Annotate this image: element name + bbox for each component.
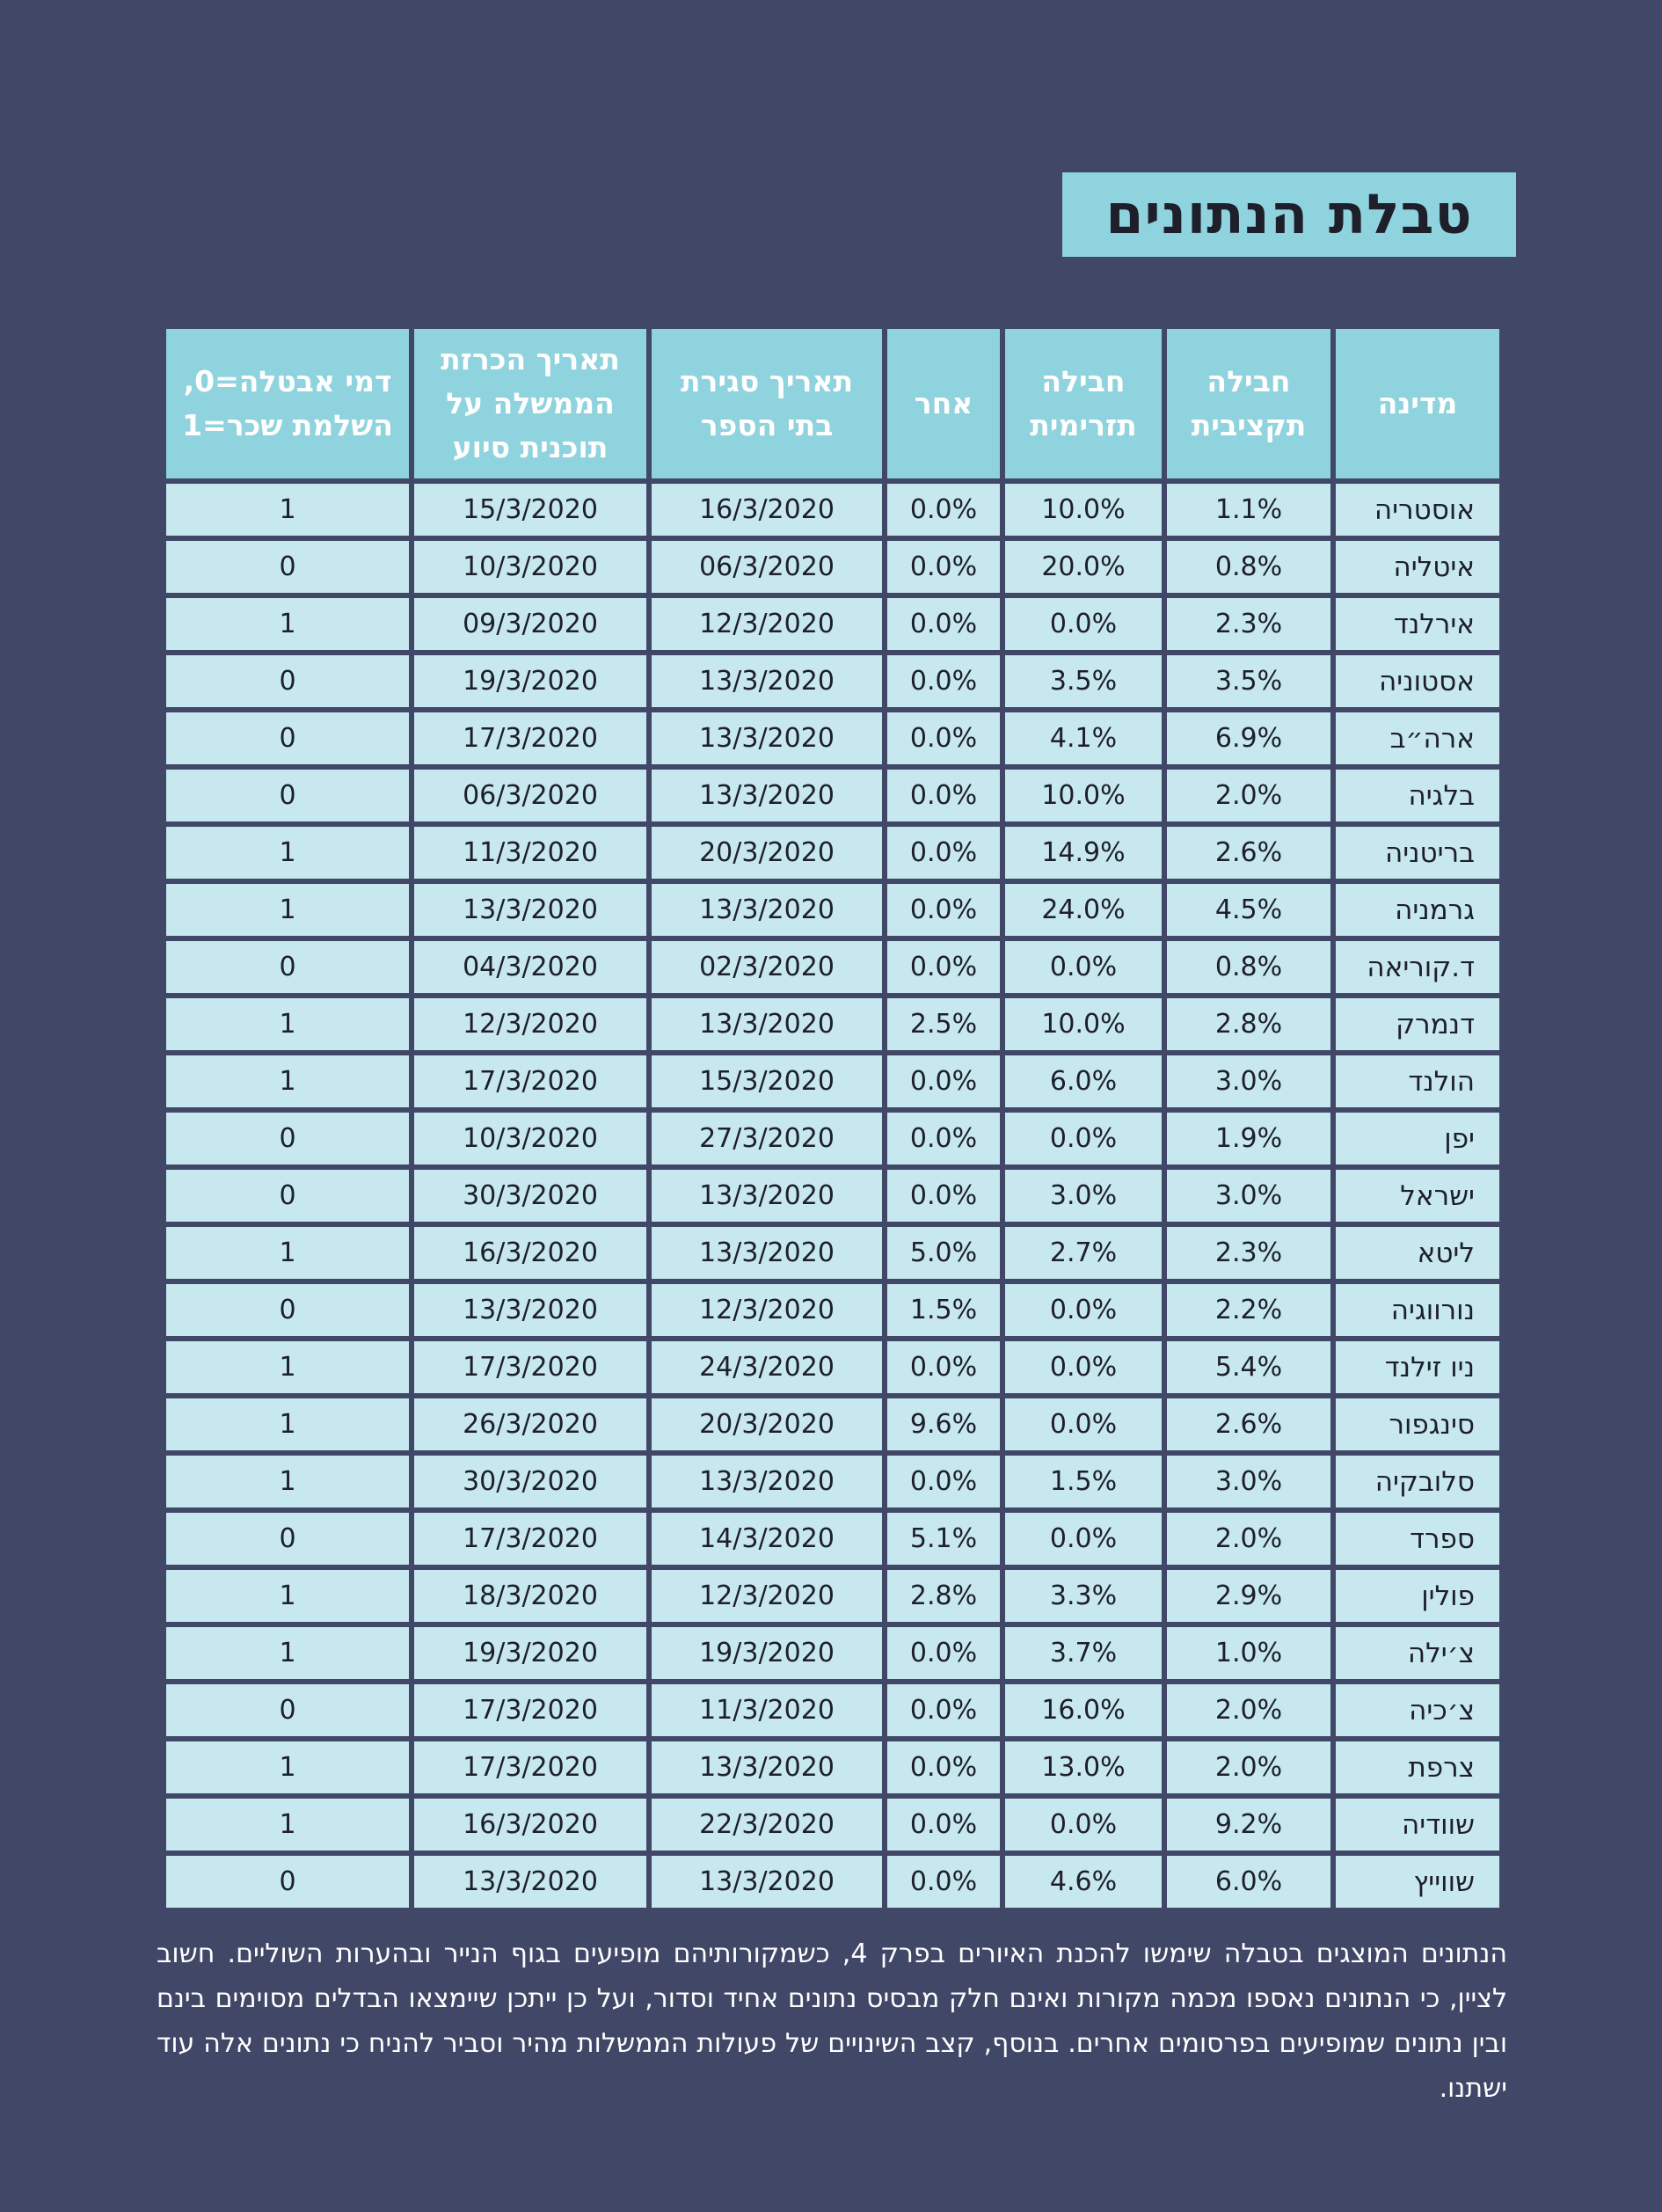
cell-country: הולנד xyxy=(1336,1055,1499,1107)
data-table xyxy=(161,324,1505,1913)
cell-budget-package: 2.2% xyxy=(1167,1284,1330,1336)
cell-unemployment-type: 1 xyxy=(166,598,409,650)
cell-aid-announcement-date: 13/3/2020 xyxy=(414,1856,646,1908)
cell-aid-announcement-date: 10/3/2020 xyxy=(414,1113,646,1164)
cell-budget-package: 6.9% xyxy=(1167,712,1330,764)
cell-unemployment-type: 0 xyxy=(166,941,409,993)
cell-aid-announcement-date: 10/3/2020 xyxy=(414,541,646,593)
cell-budget-package: 5.4% xyxy=(1167,1341,1330,1393)
cell-cashflow-package: 1.5% xyxy=(1005,1456,1162,1508)
cell-aid-announcement-date: 30/3/2020 xyxy=(414,1170,646,1222)
table-row xyxy=(166,1741,1499,1793)
cell-school-closure-date: 13/3/2020 xyxy=(652,655,882,707)
cell-budget-package: 3.5% xyxy=(1167,655,1330,707)
cell-aid-announcement-date: 06/3/2020 xyxy=(414,770,646,821)
cell-school-closure-date: 12/3/2020 xyxy=(652,1570,882,1622)
cell-aid-announcement-date: 18/3/2020 xyxy=(414,1570,646,1622)
cell-other: 0.0% xyxy=(887,1741,1000,1793)
cell-aid-announcement-date: 17/3/2020 xyxy=(414,1055,646,1107)
cell-budget-package: 2.9% xyxy=(1167,1570,1330,1622)
table-row xyxy=(166,1341,1499,1393)
cell-cashflow-package: 0.0% xyxy=(1005,1341,1162,1393)
cell-unemployment-type: 0 xyxy=(166,770,409,821)
cell-other: 0.0% xyxy=(887,1170,1000,1222)
cell-school-closure-date: 13/3/2020 xyxy=(652,884,882,936)
cell-country: שווייץ xyxy=(1336,1856,1499,1908)
cell-cashflow-package: 4.1% xyxy=(1005,712,1162,764)
cell-country: בלגיה xyxy=(1336,770,1499,821)
cell-budget-package: 0.8% xyxy=(1167,541,1330,593)
table-row xyxy=(166,1570,1499,1622)
cell-other: 5.1% xyxy=(887,1513,1000,1565)
cell-other: 0.0% xyxy=(887,655,1000,707)
cell-budget-package: 2.0% xyxy=(1167,1513,1330,1565)
cell-aid-announcement-date: 12/3/2020 xyxy=(414,998,646,1050)
cell-school-closure-date: 27/3/2020 xyxy=(652,1113,882,1164)
header-other: אחר xyxy=(887,329,1000,478)
cell-aid-announcement-date: 04/3/2020 xyxy=(414,941,646,993)
cell-aid-announcement-date: 13/3/2020 xyxy=(414,1284,646,1336)
cell-cashflow-package: 2.7% xyxy=(1005,1227,1162,1279)
cell-other: 0.0% xyxy=(887,598,1000,650)
cell-budget-package: 9.2% xyxy=(1167,1799,1330,1851)
cell-cashflow-package: 3.0% xyxy=(1005,1170,1162,1222)
cell-country: סלובקיה xyxy=(1336,1456,1499,1508)
cell-country: אירלנד xyxy=(1336,598,1499,650)
cell-unemployment-type: 1 xyxy=(166,1227,409,1279)
table-row xyxy=(166,712,1499,764)
cell-country: יפן xyxy=(1336,1113,1499,1164)
cell-other: 0.0% xyxy=(887,941,1000,993)
cell-cashflow-package: 0.0% xyxy=(1005,1799,1162,1851)
cell-other: 0.0% xyxy=(887,712,1000,764)
cell-cashflow-package: 10.0% xyxy=(1005,998,1162,1050)
cell-school-closure-date: 13/3/2020 xyxy=(652,1170,882,1222)
cell-aid-announcement-date: 13/3/2020 xyxy=(414,884,646,936)
cell-country: פולין xyxy=(1336,1570,1499,1622)
cell-cashflow-package: 3.3% xyxy=(1005,1570,1162,1622)
cell-unemployment-type: 0 xyxy=(166,541,409,593)
cell-country: ארה״ב xyxy=(1336,712,1499,764)
cell-cashflow-package: 20.0% xyxy=(1005,541,1162,593)
table-row xyxy=(166,598,1499,650)
cell-cashflow-package: 4.6% xyxy=(1005,1856,1162,1908)
cell-unemployment-type: 0 xyxy=(166,655,409,707)
cell-aid-announcement-date: 11/3/2020 xyxy=(414,827,646,879)
cell-school-closure-date: 13/3/2020 xyxy=(652,1227,882,1279)
cell-aid-announcement-date: 17/3/2020 xyxy=(414,1684,646,1736)
table-row xyxy=(166,1398,1499,1450)
cell-school-closure-date: 15/3/2020 xyxy=(652,1055,882,1107)
page-title: טבלת הנתונים xyxy=(1105,182,1473,246)
cell-cashflow-package: 10.0% xyxy=(1005,484,1162,536)
cell-budget-package: 1.1% xyxy=(1167,484,1330,536)
cell-other: 2.5% xyxy=(887,998,1000,1050)
cell-budget-package: 2.3% xyxy=(1167,1227,1330,1279)
cell-other: 0.0% xyxy=(887,1684,1000,1736)
cell-cashflow-package: 0.0% xyxy=(1005,941,1162,993)
cell-unemployment-type: 1 xyxy=(166,1341,409,1393)
cell-unemployment-type: 1 xyxy=(166,1627,409,1679)
cell-cashflow-package: 13.0% xyxy=(1005,1741,1162,1793)
cell-other: 0.0% xyxy=(887,770,1000,821)
cell-aid-announcement-date: 16/3/2020 xyxy=(414,1227,646,1279)
header-cashflow-package: חבילה תזרימית xyxy=(1005,329,1162,478)
cell-aid-announcement-date: 17/3/2020 xyxy=(414,1741,646,1793)
cell-aid-announcement-date: 17/3/2020 xyxy=(414,1513,646,1565)
cell-cashflow-package: 0.0% xyxy=(1005,1113,1162,1164)
cell-unemployment-type: 1 xyxy=(166,1055,409,1107)
cell-country: שוודיה xyxy=(1336,1799,1499,1851)
cell-country: נורווגיה xyxy=(1336,1284,1499,1336)
cell-other: 0.0% xyxy=(887,1627,1000,1679)
cell-school-closure-date: 13/3/2020 xyxy=(652,1456,882,1508)
cell-budget-package: 0.8% xyxy=(1167,941,1330,993)
cell-country: סינגפור xyxy=(1336,1398,1499,1450)
cell-country: ליטא xyxy=(1336,1227,1499,1279)
cell-unemployment-type: 0 xyxy=(166,1113,409,1164)
cell-unemployment-type: 1 xyxy=(166,1398,409,1450)
cell-budget-package: 2.3% xyxy=(1167,598,1330,650)
cell-unemployment-type: 0 xyxy=(166,1284,409,1336)
table-row xyxy=(166,1055,1499,1107)
cell-other: 0.0% xyxy=(887,484,1000,536)
cell-cashflow-package: 16.0% xyxy=(1005,1684,1162,1736)
table-row xyxy=(166,827,1499,879)
table-row xyxy=(166,655,1499,707)
cell-school-closure-date: 13/3/2020 xyxy=(652,1741,882,1793)
table-row xyxy=(166,484,1499,536)
cell-budget-package: 3.0% xyxy=(1167,1170,1330,1222)
cell-budget-package: 2.0% xyxy=(1167,770,1330,821)
cell-school-closure-date: 13/3/2020 xyxy=(652,998,882,1050)
cell-school-closure-date: 20/3/2020 xyxy=(652,1398,882,1450)
cell-unemployment-type: 1 xyxy=(166,1570,409,1622)
cell-unemployment-type: 0 xyxy=(166,1170,409,1222)
table-row xyxy=(166,1856,1499,1908)
cell-country: גרמניה xyxy=(1336,884,1499,936)
cell-cashflow-package: 0.0% xyxy=(1005,1398,1162,1450)
cell-country: ספרד xyxy=(1336,1513,1499,1565)
cell-unemployment-type: 1 xyxy=(166,1799,409,1851)
table-row xyxy=(166,1456,1499,1508)
cell-country: ניו זילנד xyxy=(1336,1341,1499,1393)
cell-country: בריטניה xyxy=(1336,827,1499,879)
cell-other: 0.0% xyxy=(887,1055,1000,1107)
cell-budget-package: 2.6% xyxy=(1167,1398,1330,1450)
cell-country: ישראל xyxy=(1336,1170,1499,1222)
cell-budget-package: 2.8% xyxy=(1167,998,1330,1050)
footnote-text: הנתונים המוצגים בטבלה שימשו להכנת האיורים בפרק 4, כשמקורותיהם מופיעים בגוף הנייר ובהערות השוליים. חשוב לציין, כי הנתונים נאספו מכמה מקורות ואינם חלק מבסיס נתונים אחיד וסדור, ועל כן ייתכן שיימצאו הבדלים מסוימים בינם ובין נתונים שמופיעים בפרסומים אחרים. בנוסף, קצב השינויים של פעולות הממשלות מהיר וסביר להניח כי נתונים אלה עוד ישתנו. xyxy=(157,1938,1507,2104)
cell-aid-announcement-date: 09/3/2020 xyxy=(414,598,646,650)
cell-budget-package: 3.0% xyxy=(1167,1055,1330,1107)
table-row xyxy=(166,998,1499,1050)
cell-country: צ׳ילה xyxy=(1336,1627,1499,1679)
table-body xyxy=(166,484,1499,1908)
cell-aid-announcement-date: 19/3/2020 xyxy=(414,655,646,707)
cell-school-closure-date: 13/3/2020 xyxy=(652,1856,882,1908)
cell-school-closure-date: 14/3/2020 xyxy=(652,1513,882,1565)
table-row xyxy=(166,1227,1499,1279)
cell-cashflow-package: 0.0% xyxy=(1005,598,1162,650)
cell-school-closure-date: 11/3/2020 xyxy=(652,1684,882,1736)
cell-cashflow-package: 10.0% xyxy=(1005,770,1162,821)
cell-budget-package: 2.0% xyxy=(1167,1684,1330,1736)
cell-unemployment-type: 0 xyxy=(166,1684,409,1736)
cell-school-closure-date: 02/3/2020 xyxy=(652,941,882,993)
cell-aid-announcement-date: 15/3/2020 xyxy=(414,484,646,536)
table-row xyxy=(166,541,1499,593)
cell-budget-package: 4.5% xyxy=(1167,884,1330,936)
header-school-closure-date: תאריך סגירת בתי הספר xyxy=(652,329,882,478)
cell-country: איטליה xyxy=(1336,541,1499,593)
cell-school-closure-date: 19/3/2020 xyxy=(652,1627,882,1679)
table-header-row xyxy=(166,329,1499,478)
cell-other: 9.6% xyxy=(887,1398,1000,1450)
cell-unemployment-type: 1 xyxy=(166,484,409,536)
cell-other: 5.0% xyxy=(887,1227,1000,1279)
cell-unemployment-type: 1 xyxy=(166,1741,409,1793)
cell-school-closure-date: 16/3/2020 xyxy=(652,484,882,536)
cell-country: אוסטריה xyxy=(1336,484,1499,536)
cell-other: 0.0% xyxy=(887,827,1000,879)
cell-school-closure-date: 13/3/2020 xyxy=(652,712,882,764)
cell-cashflow-package: 0.0% xyxy=(1005,1513,1162,1565)
cell-unemployment-type: 1 xyxy=(166,827,409,879)
cell-budget-package: 1.0% xyxy=(1167,1627,1330,1679)
cell-school-closure-date: 12/3/2020 xyxy=(652,1284,882,1336)
header-aid-announcement-date: תאריך הכרזת הממשלה על תוכנית סיוע xyxy=(414,329,646,478)
cell-school-closure-date: 20/3/2020 xyxy=(652,827,882,879)
table-row xyxy=(166,1284,1499,1336)
table-row xyxy=(166,1799,1499,1851)
cell-other: 0.0% xyxy=(887,884,1000,936)
cell-aid-announcement-date: 17/3/2020 xyxy=(414,1341,646,1393)
cell-other: 0.0% xyxy=(887,1456,1000,1508)
cell-aid-announcement-date: 16/3/2020 xyxy=(414,1799,646,1851)
cell-country: ד.קוריאה xyxy=(1336,941,1499,993)
cell-country: דנמרק xyxy=(1336,998,1499,1050)
table-row xyxy=(166,1170,1499,1222)
cell-cashflow-package: 14.9% xyxy=(1005,827,1162,879)
cell-other: 0.0% xyxy=(887,541,1000,593)
cell-country: צרפת xyxy=(1336,1741,1499,1793)
cell-school-closure-date: 13/3/2020 xyxy=(652,770,882,821)
header-country: מדינה xyxy=(1336,329,1499,478)
cell-aid-announcement-date: 30/3/2020 xyxy=(414,1456,646,1508)
table-row xyxy=(166,770,1499,821)
table-row xyxy=(166,941,1499,993)
cell-unemployment-type: 1 xyxy=(166,998,409,1050)
cell-school-closure-date: 06/3/2020 xyxy=(652,541,882,593)
cell-country: צ׳כיה xyxy=(1336,1684,1499,1736)
cell-other: 0.0% xyxy=(887,1799,1000,1851)
cell-cashflow-package: 0.0% xyxy=(1005,1284,1162,1336)
cell-other: 0.0% xyxy=(887,1856,1000,1908)
cell-unemployment-type: 0 xyxy=(166,1856,409,1908)
cell-budget-package: 1.9% xyxy=(1167,1113,1330,1164)
table-row xyxy=(166,1627,1499,1679)
cell-budget-package: 2.6% xyxy=(1167,827,1330,879)
cell-other: 1.5% xyxy=(887,1284,1000,1336)
table-row xyxy=(166,1513,1499,1565)
cell-cashflow-package: 3.5% xyxy=(1005,655,1162,707)
cell-school-closure-date: 24/3/2020 xyxy=(652,1341,882,1393)
cell-other: 0.0% xyxy=(887,1113,1000,1164)
header-unemployment-type: דמי אבטלה=0, השלמת שכר=1 xyxy=(166,329,409,478)
table-row xyxy=(166,1684,1499,1736)
cell-school-closure-date: 22/3/2020 xyxy=(652,1799,882,1851)
cell-budget-package: 2.0% xyxy=(1167,1741,1330,1793)
cell-cashflow-package: 24.0% xyxy=(1005,884,1162,936)
cell-budget-package: 3.0% xyxy=(1167,1456,1330,1508)
table-row xyxy=(166,884,1499,936)
cell-other: 0.0% xyxy=(887,1341,1000,1393)
cell-cashflow-package: 6.0% xyxy=(1005,1055,1162,1107)
cell-unemployment-type: 0 xyxy=(166,712,409,764)
cell-aid-announcement-date: 26/3/2020 xyxy=(414,1398,646,1450)
cell-unemployment-type: 1 xyxy=(166,1456,409,1508)
data-table-container xyxy=(161,324,1505,1913)
cell-school-closure-date: 12/3/2020 xyxy=(652,598,882,650)
cell-unemployment-type: 1 xyxy=(166,884,409,936)
cell-budget-package: 6.0% xyxy=(1167,1856,1330,1908)
cell-country: אסטוניה xyxy=(1336,655,1499,707)
header-budget-package: חבילה תקציבית xyxy=(1167,329,1330,478)
page-title-box xyxy=(1062,172,1516,257)
cell-aid-announcement-date: 17/3/2020 xyxy=(414,712,646,764)
cell-unemployment-type: 0 xyxy=(166,1513,409,1565)
cell-aid-announcement-date: 19/3/2020 xyxy=(414,1627,646,1679)
table-row xyxy=(166,1113,1499,1164)
cell-other: 2.8% xyxy=(887,1570,1000,1622)
cell-cashflow-package: 3.7% xyxy=(1005,1627,1162,1679)
